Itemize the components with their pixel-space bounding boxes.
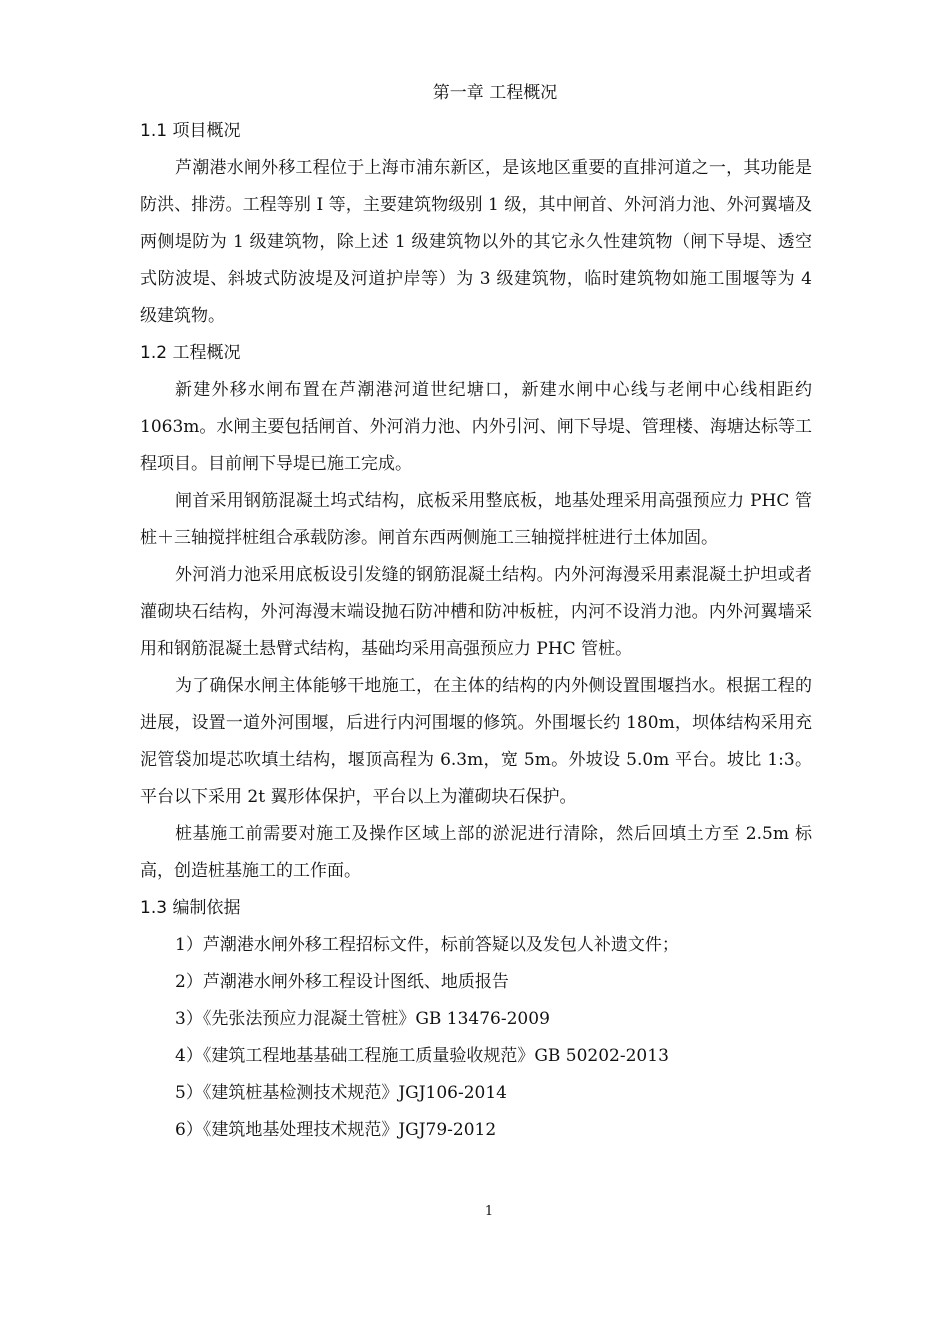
section-heading-1-2: 1.2 工程概况 — [140, 343, 241, 363]
reference-list — [140, 927, 812, 1149]
paragraph: 新建外移水闸布置在芦潮港河道世纪塘口，新建水闸中心线与老闸中心线相距约 1063m。水闸主要包括闸首、外河消力池、内外引河、闸下导堤、管理楼、海塘达标等工程项目。目前闸下导堤已施工完成。 — [140, 380, 812, 474]
paragraph: 桩基施工前需要对施工及操作区域上部的淤泥进行清除，然后回填土方至 2.5m 标高，创造桩基施工的工作面。 — [140, 824, 812, 881]
reference-item: 6）《建筑地基处理技术规范》JGJ79-2012 — [175, 1120, 497, 1140]
reference-item: 2）芦潮港水闸外移工程设计图纸、地质报告 — [175, 972, 509, 992]
reference-item: 1）芦潮港水闸外移工程招标文件，标前答疑以及发包人补遗文件； — [175, 935, 679, 955]
chapter-title: 第一章 工程概况 — [432, 83, 558, 103]
document-body — [140, 113, 812, 1149]
paragraph: 外河消力池采用底板设引发缝的钢筋混凝土结构。内外河海漫采用素混凝土护坦或者灌砌块石结构，外河海漫末端设抛石防冲槽和防冲板桩，内河不设消力池。内外河翼墙采用和钢筋混凝土悬臂式结构，基础均采用高强预应力 PHC 管桩。 — [140, 565, 812, 659]
reference-item: 4）《建筑工程地基基础工程施工质量验收规范》GB 50202-2013 — [175, 1046, 669, 1066]
page-number: 1 — [484, 1204, 494, 1219]
section-heading-1-3: 1.3 编制依据 — [140, 898, 241, 918]
paragraph: 芦潮港水闸外移工程位于上海市浦东新区，是该地区重要的直排河道之一，其功能是防洪、排涝。工程等别 I 等，主要建筑物级别 1 级，其中闸首、外河消力池、外河翼墙及两侧堤防为 1 级建筑物，除上述 1 级建筑物以外的其它永久性建筑物（闸下导堤、透空式防波堤、斜坡式防波堤及河道护岸等）为 3 级建筑物，临时建筑物如施工围堰等为 4 级建筑物。 — [140, 158, 812, 326]
reference-item: 3）《先张法预应力混凝土管桩》GB 13476-2009 — [175, 1009, 550, 1029]
paragraph: 为了确保水闸主体能够干地施工，在主体的结构的内外侧设置围堰挡水。根据工程的进展，设置一道外河围堰，后进行内河围堰的修筑。外围堰长约 180m，坝体结构采用充泥管袋加堤芯吹填土结构，堰顶高程为 6.3m，宽 5m。外坡设 5.0m 平台。坡比 1:3。平台以下采用 2t 翼形体保护，平台以上为灌砌块石保护。 — [140, 676, 812, 807]
reference-item: 5）《建筑桩基检测技术规范》JGJ106-2014 — [175, 1083, 507, 1103]
paragraph: 闸首采用钢筋混凝土坞式结构，底板采用整底板，地基处理采用高强预应力 PHC 管桩＋三轴搅拌桩组合承载防渗。闸首东西两侧施工三轴搅拌桩进行土体加固。 — [140, 491, 812, 548]
section-heading-1-1: 1.1 项目概况 — [140, 121, 241, 141]
